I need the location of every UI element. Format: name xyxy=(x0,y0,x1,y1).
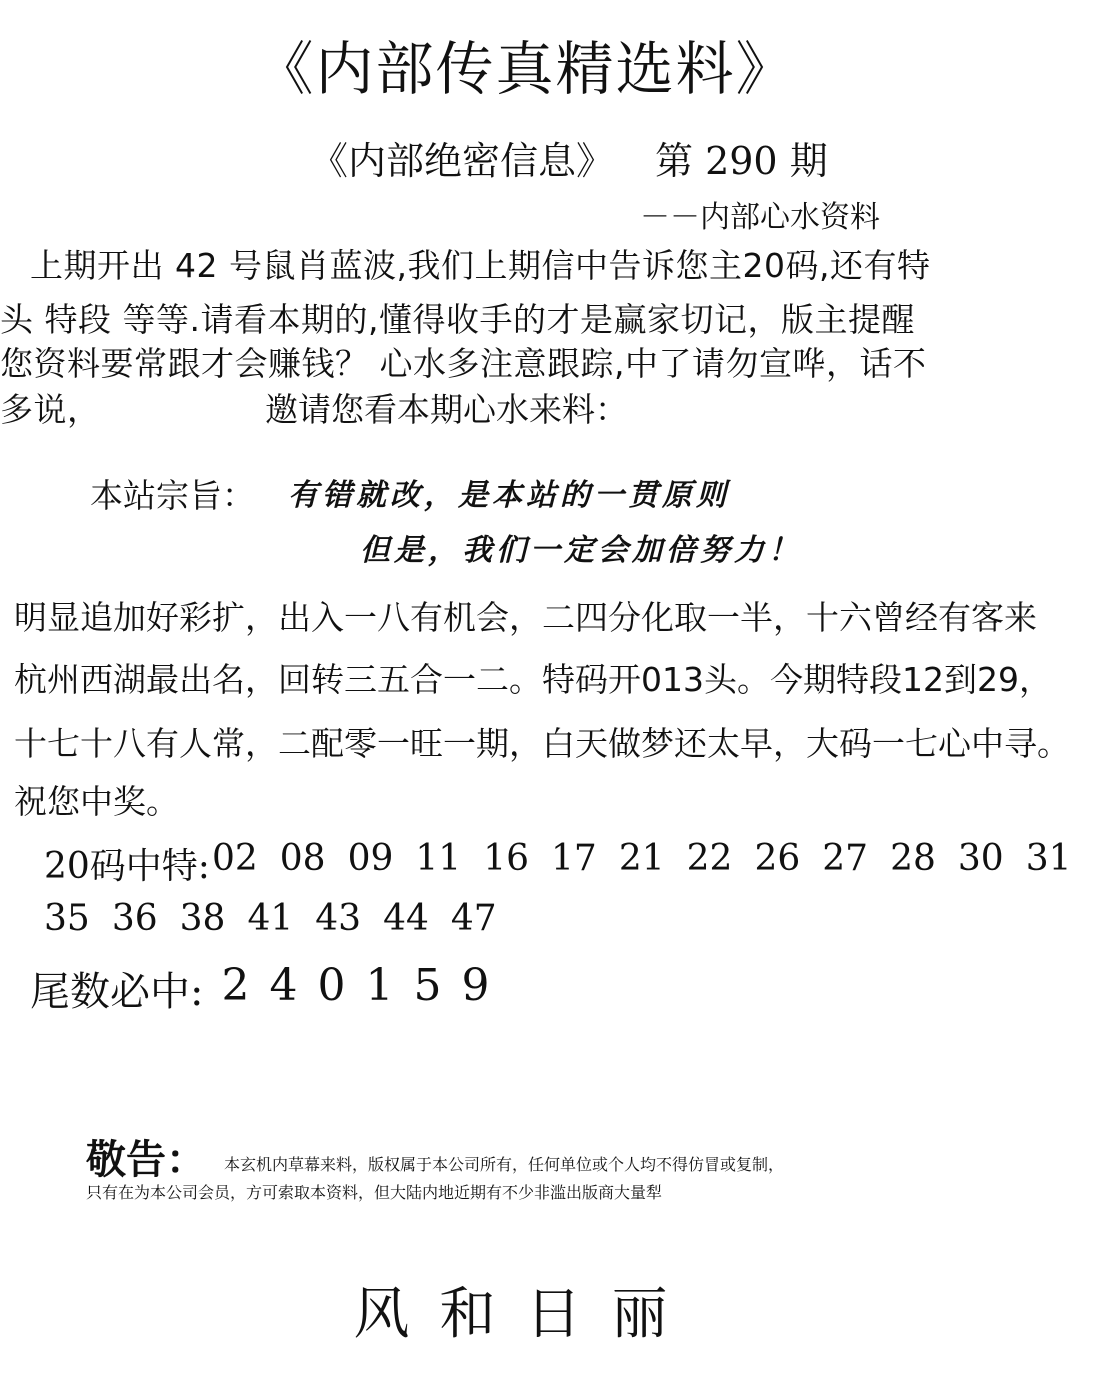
intro-line-3: 您资料要常跟才会赚钱？ 心水多注意跟踪,中了请勿宣哗，话不 xyxy=(0,344,927,383)
intro-invite: 邀请您看本期心水来料： xyxy=(265,390,628,429)
number-item: 11 xyxy=(415,838,462,879)
numbers-row-1 xyxy=(44,838,1094,889)
tail-digit: 1 xyxy=(365,960,394,1011)
tail-digit: 2 xyxy=(221,960,250,1011)
number-item: 43 xyxy=(315,898,362,939)
number-item: 44 xyxy=(383,898,429,939)
subtitle: 《内部绝密信息》 xyxy=(310,139,615,183)
number-item: 38 xyxy=(179,898,226,939)
number-item: 30 xyxy=(957,838,1004,879)
poem-line-4: 祝您中奖。 xyxy=(14,782,179,821)
number-item: 17 xyxy=(551,838,597,879)
intro-line-2: 头 特段 等等.请看本期的,懂得收手的才是赢家切记，版主提醒 xyxy=(0,300,915,339)
numbers-row-2 xyxy=(44,898,519,939)
tail-digit: 4 xyxy=(269,960,298,1011)
tail-digits-row xyxy=(30,960,509,1017)
motto-label: 本站宗旨： xyxy=(90,476,255,515)
number-item: 09 xyxy=(347,838,394,879)
numbers-label: 20码中特: xyxy=(44,846,210,887)
page-title: 《内部传真精选料》 xyxy=(255,35,796,103)
motto-line-1: 有错就改，是本站的一贯原则 xyxy=(288,478,730,513)
intro-line-1: 上期开出 42 号鼠肖蓝波,我们上期信中告诉您主20码,还有特 xyxy=(30,246,931,285)
number-item: 22 xyxy=(686,838,733,879)
number-item: 16 xyxy=(483,838,530,879)
notice-line-1: 本玄机内草幕来料，版权属于本公司所有，任何单位或个人均不得仿冒或复制， xyxy=(224,1155,785,1174)
number-item: 26 xyxy=(754,838,801,879)
number-item: 08 xyxy=(279,838,326,879)
number-item: 41 xyxy=(247,898,294,939)
number-item: 36 xyxy=(111,898,158,939)
number-item: 02 xyxy=(211,838,258,879)
intro-line-4: 多说， xyxy=(0,390,101,429)
tail-label: 尾数必中: xyxy=(30,969,204,1015)
notice-label: 敬告： xyxy=(86,1136,206,1183)
motto-line-2: 但是，我们一定会加倍努力！ xyxy=(360,533,802,568)
tail-digit: 9 xyxy=(461,960,490,1011)
number-item: 31 xyxy=(1025,838,1072,879)
number-item: 21 xyxy=(618,838,665,879)
tail-digit: 0 xyxy=(317,960,346,1011)
notice-line-2: 只有在为本公司会员，方可索取本资料，但大陆内地近期有不少非滥出版商大量犁 xyxy=(86,1183,663,1202)
number-item: 35 xyxy=(44,898,90,939)
issue-number: 第 290 期 xyxy=(655,139,828,183)
tail-digit: 5 xyxy=(413,960,442,1011)
footer-motto: 风和日丽 xyxy=(353,1282,698,1347)
number-item: 28 xyxy=(890,838,936,879)
poem-line-1: 明显追加好彩扩，出入一八有机会，二四分化取一半，十六曾经有客来 xyxy=(14,598,1037,637)
number-item: 47 xyxy=(450,898,497,939)
number-item: 27 xyxy=(822,838,869,879)
poem-line-3: 十七十八有人常，二配零一旺一期，白天做梦还太早，大码一七心中寻。 xyxy=(14,724,1070,763)
poem-line-2: 杭州西湖最出名，回转三五合一二。特码开013头。今期特段12到29， xyxy=(14,660,1052,699)
credit-line: －－内部心水资料 xyxy=(640,200,880,235)
